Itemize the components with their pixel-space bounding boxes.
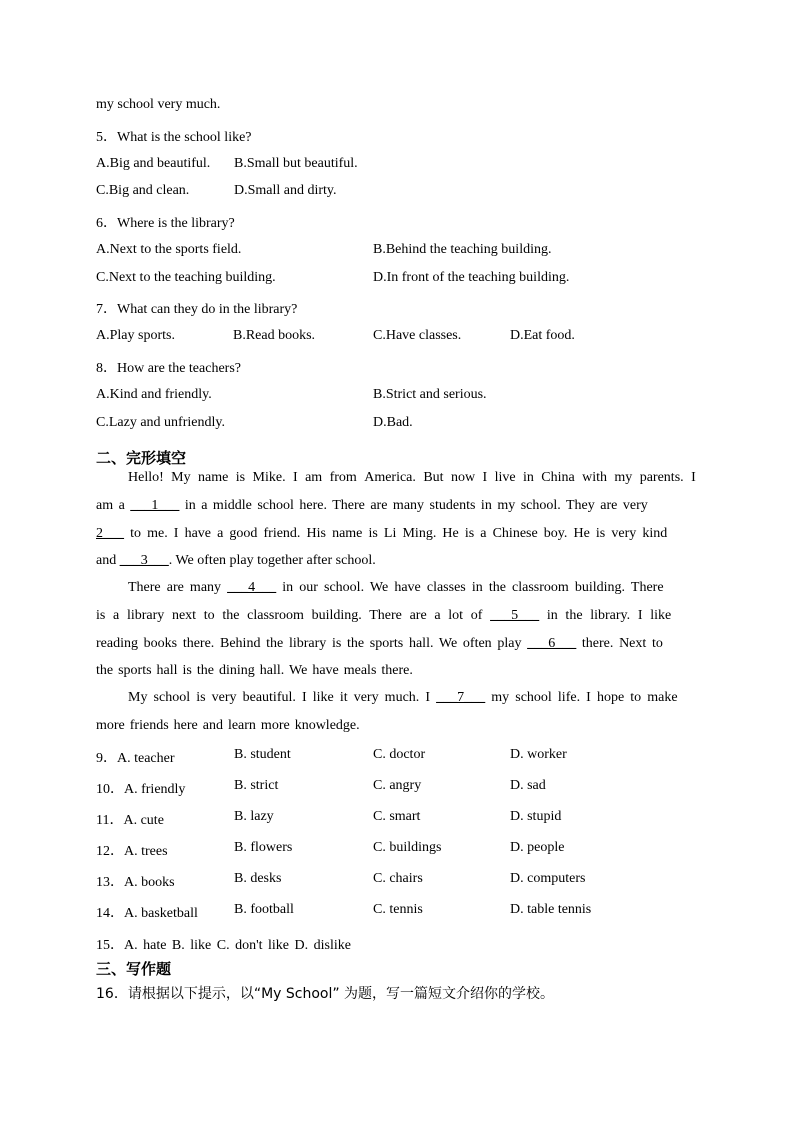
top-line: my school very much.: [96, 97, 221, 112]
q8-option-d: D.Bad.: [373, 415, 413, 430]
cloze-text: to me. I have a good friend. His name is Li Ming. He is a Chinese boy. He is very kind: [130, 526, 668, 541]
q11-option-a: 11．A. cute: [96, 813, 164, 828]
q14-option-a: 14．A. basketball: [96, 906, 198, 921]
cloze-word: from: [329, 470, 357, 485]
cloze-word: Mike.: [252, 470, 286, 485]
q8-stem: 8．How are the teachers?: [96, 361, 241, 376]
q10-option-a: 10．A. friendly: [96, 782, 186, 797]
cloze-word: But: [423, 470, 444, 485]
cloze-line-8: the sports hall is the dining hall. We have meals there.: [96, 663, 413, 678]
q16-prompt: 16．请根据以下提示，以“My School” 为题，写一篇短文介绍你的学校。: [96, 986, 555, 1002]
q11-option-c: C. smart: [373, 809, 421, 824]
cloze-word: Hello!: [128, 470, 164, 485]
cloze-word: in: [522, 470, 534, 485]
q6-option-d: D.In front of the teaching building.: [373, 270, 570, 285]
q6-option-c: C.Next to the teaching building.: [96, 270, 276, 285]
cloze-word: America.: [364, 470, 416, 485]
cloze-word: live: [494, 470, 516, 485]
q14-option-b: B. football: [234, 902, 294, 917]
q5-stem: 5．What is the school like?: [96, 130, 252, 145]
q15-options: 15．A. hate B. like C. don't like D. dislike: [96, 938, 351, 953]
cloze-text: in a middle school here. There are many students in my school. They are very: [184, 498, 648, 513]
cloze-word: I: [691, 470, 696, 485]
cloze-line-2: [96, 498, 648, 514]
q9-option-c: C. doctor: [373, 747, 426, 762]
section2-heading: 二、完形填空: [96, 449, 187, 467]
blank-5: ___5___: [490, 608, 540, 623]
q5-option-a: A.Big and beautiful.: [96, 156, 211, 171]
section3-heading: 三、写作题: [96, 960, 172, 978]
q11-option-d: D. stupid: [510, 809, 562, 824]
blank-7: ___7___: [436, 690, 486, 705]
cloze-text: is a library next to the classroom building. There are a lot of: [96, 608, 483, 623]
cloze-word: with: [582, 470, 608, 485]
q5-option-d: D.Small and dirty.: [234, 183, 337, 198]
q9-option-b: B. student: [234, 747, 291, 762]
cloze-word: I: [292, 470, 298, 485]
q12-option-c: C. buildings: [373, 840, 442, 855]
cloze-text: in the library. I like: [546, 608, 672, 623]
q13-option-d: D. computers: [510, 871, 586, 886]
cloze-word: name: [198, 470, 229, 485]
q10-option-c: C. angry: [373, 778, 422, 793]
q7-option-c: C.Have classes.: [373, 328, 462, 343]
cloze-line-9: [128, 690, 678, 706]
q8-option-b: B.Strict and serious.: [373, 387, 487, 402]
q12-option-a: 12．A. trees: [96, 844, 168, 859]
q13-option-a: 13．A. books: [96, 875, 175, 890]
blank-1: ___1___: [130, 498, 180, 513]
q9-option-d: D. worker: [510, 747, 567, 762]
cloze-line-1: [128, 470, 696, 486]
cloze-word: now: [450, 470, 476, 485]
cloze-line-6: [96, 608, 671, 624]
cloze-line-4: [96, 553, 376, 569]
q5-option-b: B.Small but beautiful.: [234, 156, 358, 171]
cloze-word: I: [482, 470, 488, 485]
cloze-line-3: [96, 526, 667, 542]
q14-option-c: C. tennis: [373, 902, 423, 917]
q8-option-c: C.Lazy and unfriendly.: [96, 415, 225, 430]
q13-option-b: B. desks: [234, 871, 282, 886]
cloze-line-10: more friends here and learn more knowledge.: [96, 718, 360, 733]
q12-option-d: D. people: [510, 840, 565, 855]
q5-option-c: C.Big and clean.: [96, 183, 190, 198]
q6-option-b: B.Behind the teaching building.: [373, 242, 552, 257]
cloze-text: there. Next to: [581, 636, 663, 651]
q13-option-c: C. chairs: [373, 871, 423, 886]
cloze-text: My school is very beautiful. I like it very much. I: [128, 690, 431, 705]
cloze-word: my: [614, 470, 633, 485]
blank-2: 2___: [96, 526, 124, 541]
blank-4: ___4___: [227, 580, 277, 595]
cloze-text: . We often play together after school.: [168, 553, 376, 568]
q8-option-a: A.Kind and friendly.: [96, 387, 212, 402]
q11-option-b: B. lazy: [234, 809, 274, 824]
cloze-text: in our school. We have classes in the classroom building. There: [282, 580, 664, 595]
cloze-text: my school life. I hope to make: [491, 690, 678, 705]
q7-option-d: D.Eat food.: [510, 328, 575, 343]
cloze-word: My: [171, 470, 191, 485]
q7-option-b: B.Read books.: [233, 328, 316, 343]
cloze-line-5: [128, 580, 664, 596]
cloze-line-7: [96, 636, 663, 652]
q14-option-d: D. table tennis: [510, 902, 592, 917]
q7-option-a: A.Play sports.: [96, 328, 175, 343]
blank-6: ___6___: [527, 636, 577, 651]
q10-option-b: B. strict: [234, 778, 279, 793]
cloze-word: parents.: [639, 470, 684, 485]
cloze-text: There are many: [128, 580, 222, 595]
q10-option-d: D. sad: [510, 778, 546, 793]
cloze-word: China: [541, 470, 575, 485]
cloze-word: is: [235, 470, 246, 485]
cloze-word: am: [305, 470, 323, 485]
cloze-text: and: [96, 553, 117, 568]
q6-option-a: A.Next to the sports field.: [96, 242, 242, 257]
cloze-text: am a: [96, 498, 125, 513]
q9-option-a: 9．A. teacher: [96, 751, 175, 766]
cloze-text: reading books there. Behind the library is the sports hall. We often play: [96, 636, 522, 651]
q6-stem: 6．Where is the library?: [96, 216, 235, 231]
q7-stem: 7．What can they do in the library?: [96, 302, 298, 317]
q12-option-b: B. flowers: [234, 840, 293, 855]
blank-3: ___3___: [119, 553, 169, 568]
